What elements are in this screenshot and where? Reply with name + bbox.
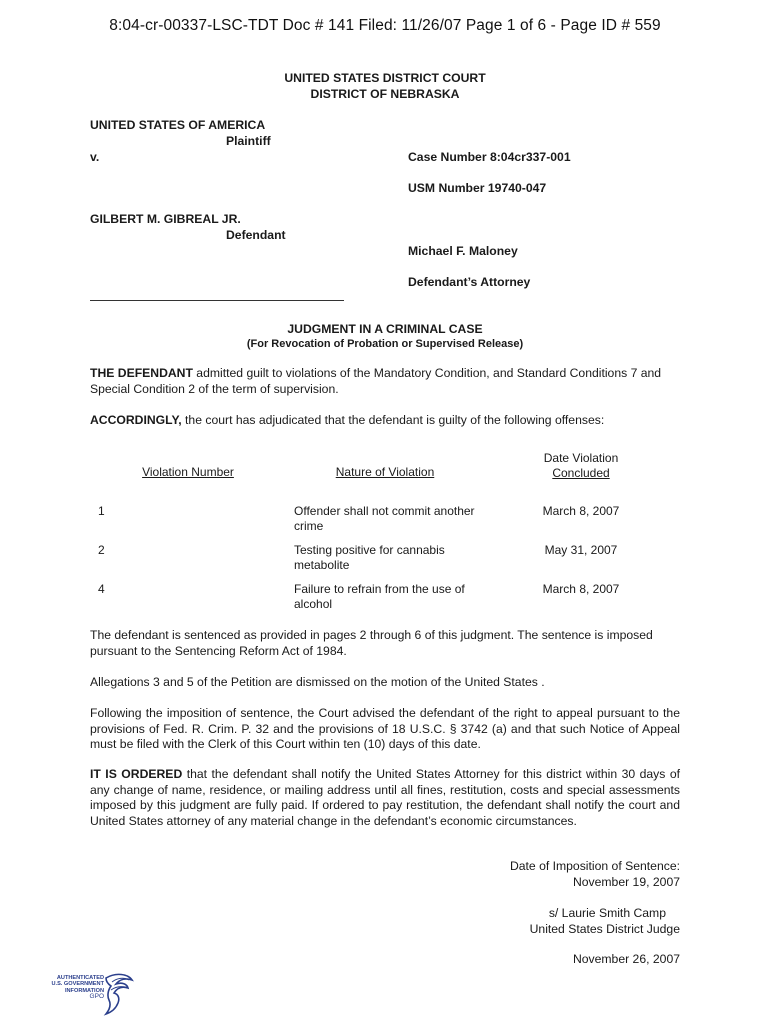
seal-line3: INFORMATION — [64, 987, 104, 994]
gpo-authentication-seal — [42, 972, 134, 1016]
imposition-block — [380, 859, 680, 890]
defendant-name: GILBERT M. GIBREAL JR. — [90, 212, 241, 226]
caption-divider — [90, 300, 344, 301]
signed-date: November 26, 2007 — [572, 952, 680, 966]
defendant-lead: THE DEFENDANT — [90, 366, 193, 380]
header-date-line2: Concluded — [552, 465, 610, 480]
judgment-subtitle: (For Revocation of Probation or Supervised Release) — [246, 338, 524, 350]
case-number: Case Number 8:04cr337-001 — [408, 150, 571, 164]
usm-number: USM Number 19740-047 — [408, 181, 547, 195]
header-date — [520, 451, 642, 480]
row-date: May 31, 2007 — [544, 543, 618, 557]
sentenced-paragraph: The defendant is sentenced as provided in pages 2 through 6 of this judgment. The sentence is imposed pursuant to the Sentencing Reform Act of 1984. — [90, 628, 653, 658]
header-violation-number — [120, 465, 256, 480]
row-date: March 8, 2007 — [542, 582, 620, 596]
header-nature-label: Nature of Violation — [335, 465, 435, 479]
defendant-text: admitted guilt to violations of the Mandatory Condition, and Standard Conditions 7 and Special Condition 2 of the term of supervision. — [90, 366, 662, 396]
defendant-role: Defendant — [226, 228, 286, 242]
imposition-date: November 19, 2007 — [572, 874, 680, 889]
seal-text — [42, 975, 104, 1001]
eagle-icon — [102, 972, 134, 1016]
seal-line1: AUTHENTICATED — [56, 975, 104, 981]
judgment-title: JUDGMENT IN A CRIMINAL CASE — [287, 322, 483, 336]
seal-line2: U.S. GOVERNMENT — [51, 981, 104, 988]
ordered-text: that the defendant shall notify the United States Attorney for this district within 30 days of any change of name, residence, or mailing address until all fines, restitution, costs and special assessments imposed by this judgment are fully paid. If ordered to pay restitution, the defendant shall notify the court and United States attorney of any material change in the defendant’s economic circumstances. — [90, 767, 681, 828]
plaintiff-name: UNITED STATES OF AMERICA — [90, 118, 266, 132]
judge-title: United States District Judge — [529, 921, 680, 936]
imposition-label: Date of Imposition of Sentence: — [509, 859, 680, 873]
header-nature — [310, 465, 460, 480]
document-header-stamp: 8:04-cr-00337-LSC-TDT Doc # 141 Filed: 11/26/07 Page 1 of 6 - Page ID # 559 — [109, 17, 661, 34]
header-violation-number-label: Violation Number — [142, 465, 234, 479]
court-heading — [0, 70, 770, 102]
row-date: March 8, 2007 — [542, 504, 620, 518]
plaintiff-role: Plaintiff — [226, 134, 271, 148]
accordingly-paragraph — [90, 413, 680, 429]
seal-line4: GPO — [89, 993, 104, 1001]
row-number: 1 — [98, 504, 105, 518]
attorney-name: Michael F. Maloney — [408, 244, 518, 258]
row-nature: Failure to refrain from the use of alcohol — [294, 582, 465, 611]
ordered-paragraph — [90, 767, 680, 829]
header-date-line1: Date Violation — [543, 451, 619, 465]
attorney-role: Defendant’s Attorney — [408, 275, 531, 289]
versus: v. — [90, 150, 100, 164]
row-nature: Testing positive for cannabis metabolite — [294, 543, 445, 572]
ordered-lead: IT IS ORDERED — [90, 767, 183, 781]
row-number: 2 — [98, 543, 105, 557]
judge-signature-block — [380, 906, 680, 937]
judge-signature: s/ Laurie Smith Camp — [548, 906, 666, 920]
accordingly-text: the court has adjudicated that the defendant is guilty of the following offenses: — [181, 413, 605, 427]
accordingly-lead: ACCORDINGLY, — [90, 413, 182, 427]
allegations-paragraph: Allegations 3 and 5 of the Petition are dismissed on the motion of the United States . — [90, 675, 545, 689]
court-name: UNITED STATES DISTRICT COURT — [284, 71, 486, 85]
appeal-paragraph: Following the imposition of sentence, the Court advised the defendant of the right to appeal pursuant to the provisions of Fed. R. Crim. P. 32 and the provisions of 18 U.S.C. § 3742 (a) and that such Notice of Appeal must be filed with the Clerk of this Court within ten (10) days of this date. — [90, 706, 680, 752]
row-number: 4 — [98, 582, 105, 596]
court-district: DISTRICT OF NEBRASKA — [310, 87, 460, 101]
row-nature: Offender shall not commit another crime — [294, 504, 475, 533]
defendant-paragraph — [90, 366, 680, 397]
